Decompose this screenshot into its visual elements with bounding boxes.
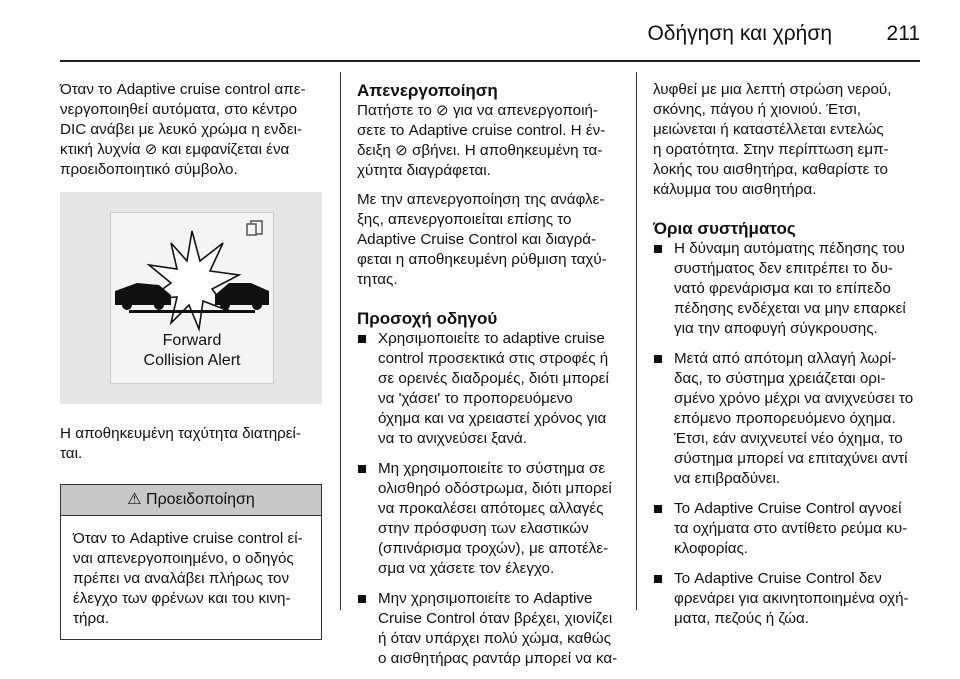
column-1 bbox=[60, 80, 322, 640]
list-item-text: Το Adaptive Cruise Control δεν φρενάρει για ακινητοποιημένα οχή- ματα, πεζούς ή ζώα. bbox=[674, 570, 909, 627]
deactivation-paragraph-2: Με την απενεργοποίηση της ανάφλε- ξης, απενεργοποιείται επίσης το Adaptive Cruise Control και διαγρά- φεται η αποθηκευμένη ρύθμιση ταχύ- τητας. bbox=[357, 191, 607, 288]
list-item bbox=[357, 589, 621, 669]
warning-header bbox=[61, 485, 321, 516]
alert-label-line1: Forward bbox=[162, 332, 222, 349]
dic-display bbox=[110, 212, 274, 384]
warning-triangle-icon: ⚠ bbox=[127, 491, 142, 508]
driver-caution-title: Προσοχή οδηγού bbox=[357, 309, 498, 328]
bullet-icon bbox=[654, 575, 662, 583]
stored-speed-paragraph: Η αποθηκευμένη ταχύτητα διατηρεί- ται. bbox=[60, 425, 301, 462]
bullet-icon bbox=[358, 335, 366, 343]
bullet-icon bbox=[654, 355, 662, 363]
list-item-text: Χρησιμοποιείτε το adaptive cruise control προσεκτικά στις στροφές ή σε ορεινές διαδρομές, διότι μπορεί να 'χάσει' το προπορευόμενο όχημα και να χρειαστεί χρόνος για να το ανιχνεύσει ξανά. bbox=[378, 330, 609, 447]
bullet-icon bbox=[654, 245, 662, 253]
system-limits-title: Όρια συστήματος bbox=[653, 219, 796, 238]
column-divider-1 bbox=[340, 72, 341, 610]
intro-paragraph: Όταν το Adaptive cruise control απε- νεργοποιηθεί αυτόματα, στο κέντρο DIC ανάβει με λευκό χρώμα η ενδει- κτική λυχνία ⊘ και εμφανίζεται ένα προειδοποιητικό σύμβολο. bbox=[60, 81, 306, 178]
list-item-text: Μετά από απότομη αλλαγή λωρί- δας, το σύστημα χρειάζεται ορι- σμένο χρόνο μέχρι να ανιχνεύσει το επόμενο προπορευόμενο όχημα. Έτσι, εάν ανιχνευτεί νέο όχημα, το σύστημα μπορεί να επιταχύνει αντί να επιβραδύνει. bbox=[674, 350, 914, 487]
deactivation-title: Απενεργοποίηση bbox=[357, 81, 498, 100]
header-title: Οδήγηση και χρήση bbox=[647, 22, 832, 45]
column-divider-2 bbox=[636, 72, 637, 610]
list-item-text: Μην χρησιμοποιείτε το Adaptive Cruise Control όταν βρέχει, χιονίζει ή όταν υπάρχει πολύ χώμα, καθώς ο αισθητήρας ραντάρ μπορεί να κα- bbox=[378, 590, 618, 667]
list-item bbox=[653, 499, 921, 559]
list-item bbox=[357, 459, 621, 579]
warning-text: Όταν το Adaptive cruise control εί- ναι απενεργοποιημένο, ο οδηγός πρέπει να αναλάβει πλήρως τον έλεγχο των φρένων και του κινη- τήρα. bbox=[73, 530, 303, 627]
system-limits-list bbox=[653, 239, 921, 629]
bullet-icon bbox=[654, 505, 662, 513]
warning-box bbox=[60, 484, 322, 640]
column-2 bbox=[357, 80, 621, 679]
header-rule bbox=[60, 60, 920, 62]
deactivation-paragraph-1: Πατήστε το ⊘ για να απενεργοποιή- σετε το Adaptive cruise control. Η έν- δειξη ⊘ σβήνει. Η αποθηκευμένη τα- χύτητα διαγράφεται. bbox=[357, 102, 606, 179]
continued-paragraph: λυφθεί με μια λεπτή στρώση νερού, σκόνης, πάγου ή χιονιού. Έτσι, μειώνεται ή καταστέλλεται εντελώς η ορατότητα. Στην περίπτωση εμπ- λοκής του αισθητήρα, καθαρίστε το κάλυμμα του αισθητήρα. bbox=[653, 81, 892, 198]
list-item-text: Το Adaptive Cruise Control αγνοεί τα οχήματα στο αντίθετο ρεύμα κυ- κλοφορίας. bbox=[674, 500, 908, 557]
alert-label-line2: Collision Alert bbox=[143, 352, 241, 369]
bullet-icon bbox=[358, 595, 366, 603]
page-number: 211 bbox=[886, 22, 920, 45]
list-item bbox=[653, 569, 921, 629]
list-item bbox=[357, 329, 621, 449]
bullet-icon bbox=[358, 465, 366, 473]
list-item-text: Μη χρησιμοποιείτε το σύστημα σε ολισθηρό οδόστρωμα, διότι μπορεί να προκαλέσει απότομες αλλαγές στην πρόσφυση των ελαστικών (σπινάρισμα τροχών), με αποτέλε- σμα να χάσετε τον έλεγχο. bbox=[378, 460, 612, 577]
collision-alert-illustration bbox=[60, 192, 322, 404]
warning-title: Προειδοποίηση bbox=[146, 491, 255, 508]
column-3 bbox=[653, 80, 921, 639]
list-item bbox=[653, 239, 921, 339]
list-item-text: Η δύναμη αυτόματης πέδησης του συστήματος δεν επιτρέπει το δυ- νατό φρενάρισμα και το επίπεδο πέδησης ενδέχεται να μην επαρκεί για την αποφυγή σύγκρουσης. bbox=[674, 240, 906, 337]
driver-caution-list bbox=[357, 329, 621, 669]
list-item bbox=[653, 349, 921, 489]
